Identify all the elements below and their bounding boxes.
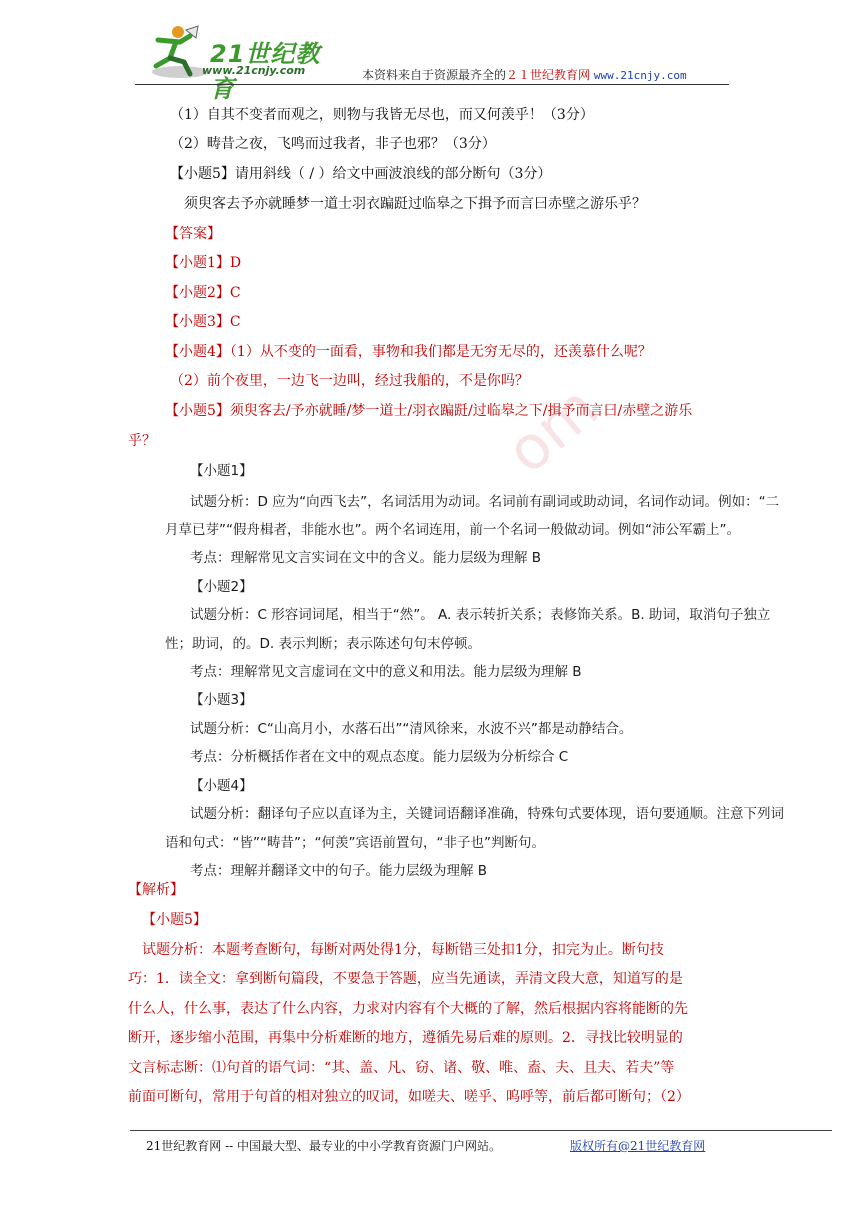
- answer-4-2: （2）前个夜里，一边飞一边叫，经过我船的，不是你吗？: [170, 373, 529, 389]
- watermark: om: [493, 372, 612, 488]
- footer-text: 21世纪教育网 -- 中国最大型、最专业的中小学教育资源门户网站。: [146, 1139, 502, 1153]
- source-url-link[interactable]: www.21cnjy.com: [593, 69, 687, 82]
- answer-label: 【答案】: [165, 226, 221, 242]
- analysis-5-para1: 试题分析：本题考查断句，每断对两处得1分，每断错三处扣1分，扣完为止。断句技: [142, 942, 664, 958]
- source-name-link[interactable]: ２１世纪教育网: [506, 68, 591, 82]
- answer-5-line1: 【小题5】须臾客去/予亦就睡/梦一道士/羽衣蹁跹/过临皋之下/揖予而言曰/赤壁之游乐: [165, 403, 693, 419]
- analysis-3-title: 【小题3】: [190, 692, 253, 708]
- analysis-label: 【解析】: [128, 882, 184, 898]
- analysis-1-point: 考点：理解常见文言实词在文中的含义。能力层级为理解 B: [190, 550, 542, 566]
- analysis-2-line1: 试题分析：C 形容词词尾，相当于“然”。 A. 表示转折关系；表修饰关系。B. 助词，取消句子独立: [190, 607, 771, 623]
- site-logo[interactable]: [140, 22, 340, 103]
- analysis-2-title: 【小题2】: [190, 579, 253, 595]
- analysis-4-title: 【小题4】: [190, 778, 253, 794]
- analysis-5-para5: 文言标志断：⑴句首的语气词：“其、盖、凡、窃、诸、敬、唯、盍、夫、且夫、若夫”等: [128, 1060, 675, 1076]
- analysis-1-line2: 月草已芽”“假舟楫者，非能水也”。两个名词连用，前一个名词一般做动词。例如“沛公军霸上”。: [165, 522, 740, 538]
- analysis-4-line1: 试题分析：翻译句子应以直译为主，关键词语翻译准确，特殊句式要体现，语句要通顺。注意下列词: [190, 806, 784, 822]
- logo-text: 21世纪教育: [210, 40, 321, 103]
- question-5-title: 【小题5】请用斜线（ / ）给文中画波浪线的部分断句（3分）: [170, 166, 552, 182]
- answer-1: 【小题1】D: [165, 255, 242, 271]
- analysis-5-para3: 什么人，什么事，表达了什么内容，力求对内容有个大概的了解，然后根据内容将能断的先: [128, 1001, 688, 1017]
- analysis-5-para2: 巧：1．读全文：拿到断句篇段，不要急于答题，应当先通读，弄清文段大意，知道写的是: [128, 971, 683, 987]
- analysis-5-para4: 断开，逐步缩小范围，再集中分析难断的地方，遵循先易后难的原则。2．寻找比较明显的: [128, 1030, 683, 1046]
- analysis-4-point: 考点：理解并翻译文中的句子。能力层级为理解 B: [190, 863, 488, 879]
- analysis-5-title: 【小题5】: [142, 912, 207, 928]
- footer-divider: [130, 1130, 832, 1131]
- analysis-2-point: 考点：理解常见文言虚词在文中的意义和用法。能力层级为理解 B: [190, 664, 582, 680]
- answer-2: 【小题2】C: [165, 285, 241, 301]
- answer-5-line2: 乎？: [128, 433, 156, 449]
- answer-3: 【小题3】C: [165, 314, 241, 330]
- header-source: [362, 66, 687, 83]
- question-4-1: （1）自其不变者而观之，则物与我皆无尽也，而又何羡乎！（3分）: [170, 107, 594, 123]
- analysis-1-title: 【小题1】: [190, 463, 253, 479]
- source-prefix: 本资料来自于资源最齐全的: [362, 68, 507, 82]
- analysis-3-line1: 试题分析：C“山高月小，水落石出”“清风徐来，水波不兴”都是动静结合。: [190, 721, 633, 737]
- page-header: [130, 22, 730, 103]
- logo-url: www.21cnjy.com: [202, 64, 306, 77]
- question-5-text: 须臾客去予亦就睡梦一道士羽衣蹁跹过临皋之下揖予而言曰赤壁之游乐乎？: [184, 196, 646, 212]
- analysis-3-point: 考点：分析概括作者在文中的观点态度。能力层级为分析综合 C: [190, 749, 569, 765]
- runner-icon: [140, 22, 210, 84]
- question-4-2: （2）畴昔之夜，飞鸣而过我者，非子也邪？（3分）: [170, 136, 496, 152]
- analysis-1-line1: 试题分析：D 应为“向西飞去”，名词活用为动词。名词前有副词或助动词，名词作动词。例如：“二: [190, 494, 780, 510]
- analysis-5-para6: 前面可断句，常用于句首的相对独立的叹词，如嗟夫、嗟乎、呜呼等，前后都可断句；（2）: [128, 1089, 690, 1105]
- answer-4-1: 【小题4】（1）从不变的一面看，事物和我们都是无穷无尽的，还羡慕什么呢？: [165, 344, 652, 360]
- analysis-2-line2: 性；助词，的。D. 表示判断；表示陈述句句末停顿。: [165, 636, 481, 652]
- copyright-link[interactable]: 版权所有@21世纪教育网: [570, 1139, 706, 1153]
- header-divider: [135, 84, 729, 85]
- analysis-4-line2: 语和句式：“皆”“畴昔”；“何羡”宾语前置句，“非子也”判断句。: [165, 835, 545, 851]
